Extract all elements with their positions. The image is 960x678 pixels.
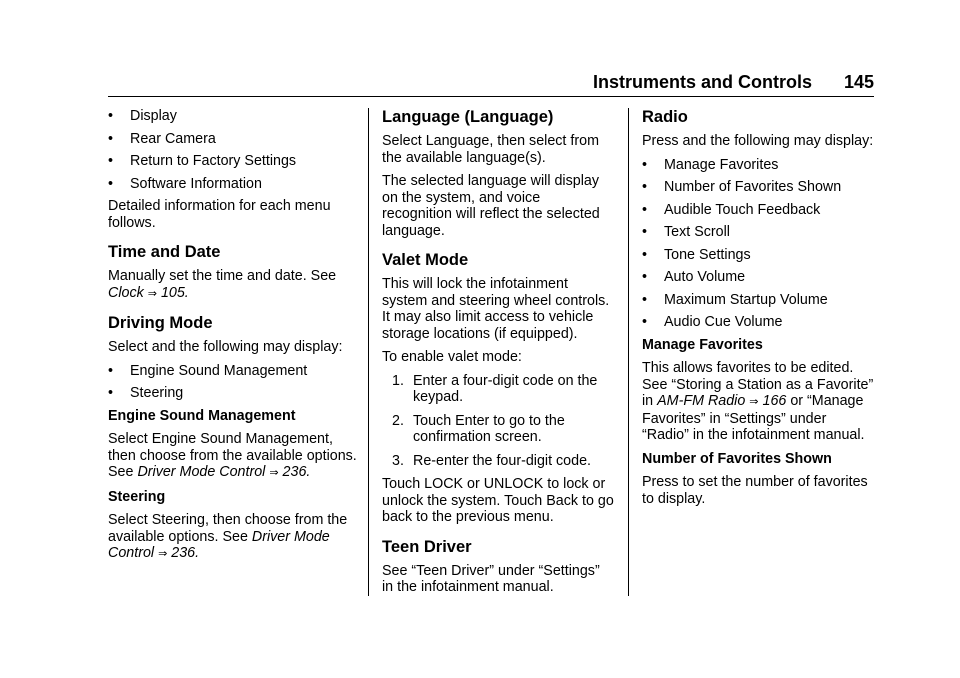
bullet-dot: • bbox=[642, 156, 648, 173]
number-of-favorites-text: Press to set the number of favorites to display. bbox=[642, 474, 868, 507]
driver-mode-control-link[interactable]: Driver Mode Control bbox=[108, 528, 330, 561]
page-ref-arrow-icon: ⇒ bbox=[749, 396, 759, 408]
bullet-dot: • bbox=[108, 130, 114, 147]
time-date-text: Manually set the time and date. See Clock ⇒ 105. bbox=[108, 268, 337, 301]
bullet-dot: • bbox=[642, 269, 648, 285]
bullet-list-top bbox=[108, 108, 358, 192]
driving-mode-intro: Select and the following may display: bbox=[108, 339, 343, 355]
subheading-engine-sound: Engine Sound Management bbox=[108, 407, 296, 424]
list-item: • Steering bbox=[108, 385, 184, 401]
list-item: • Software Information bbox=[108, 175, 262, 192]
numbered-step: 3. Re-enter the four-digit code. bbox=[392, 452, 592, 469]
numbered-step: 2. Touch Enter to go to the confirmation screen. bbox=[392, 412, 565, 445]
detail-text: Detailed information for each menu follows. bbox=[108, 198, 331, 231]
list-item: • Return to Factory Settings bbox=[108, 153, 297, 169]
subheading-manage-favorites: Manage Favorites bbox=[642, 336, 763, 353]
bullet-dot: • bbox=[108, 175, 114, 192]
subheading-steering: Steering bbox=[108, 488, 166, 505]
list-item: • Manage Favorites bbox=[642, 156, 779, 173]
heading-teen-driver: Teen Driver bbox=[382, 537, 472, 556]
heading-language: Language (Language) bbox=[382, 108, 554, 126]
list-item: • Number of Favorites Shown bbox=[642, 179, 842, 195]
manage-favorites-text: This allows favorites to be edited. See “Storing a Station as a Favorite” in AM-FM Radio ⇒ 166 or “Manage Favorites” in “Settings” under “Radio” in the infotainment manual. bbox=[642, 360, 874, 443]
column-3 bbox=[642, 108, 874, 514]
numbered-step: 1. Enter a four-digit code on the keypad. bbox=[392, 372, 598, 405]
am-fm-radio-page-link[interactable]: 166 bbox=[762, 393, 787, 409]
steering-text: Select Steering, then choose from the available options. See Driver Mode Control ⇒ 236. bbox=[108, 512, 348, 561]
bullet-dot: • bbox=[108, 108, 114, 124]
driver-mode-page-link[interactable]: 236 bbox=[282, 464, 307, 480]
section-title: Instruments and Controls bbox=[592, 72, 812, 92]
heading-time-and-date: Time and Date bbox=[108, 243, 221, 261]
bullet-dot: • bbox=[642, 314, 648, 330]
radio-intro: Press and the following may display: bbox=[642, 133, 874, 149]
engine-sound-text: Select Engine Sound Management, then choose from the available options. See Driver Mode Control ⇒ 236. bbox=[108, 431, 357, 480]
teen-driver-text: See “Teen Driver” under “Settings” in the infotainment manual. bbox=[382, 562, 600, 595]
list-item: • Text Scroll bbox=[642, 224, 730, 240]
list-item: • Maximum Startup Volume bbox=[642, 291, 828, 308]
valet-text-3: Touch LOCK or UNLOCK to lock or unlock the system. Touch Back to go back to the previous menu. bbox=[382, 476, 614, 525]
heading-driving-mode: Driving Mode bbox=[108, 314, 213, 332]
page-ref-arrow-icon: ⇒ bbox=[147, 287, 157, 300]
bullet-dot: • bbox=[642, 291, 648, 308]
bullet-dot: • bbox=[108, 153, 114, 169]
page-number: 145 bbox=[843, 72, 874, 92]
bullet-dot: • bbox=[642, 201, 648, 218]
list-item: • Rear Camera bbox=[108, 130, 216, 147]
list-item: • Audible Touch Feedback bbox=[642, 201, 821, 218]
list-item: • Display bbox=[108, 108, 177, 124]
valet-text-2: To enable valet mode: bbox=[382, 349, 522, 365]
bullet-dot: • bbox=[642, 224, 648, 240]
bullet-dot: • bbox=[642, 246, 648, 263]
clock-page-link[interactable]: 105 bbox=[160, 284, 185, 301]
page-header bbox=[108, 68, 874, 97]
page-ref-arrow-icon: ⇒ bbox=[269, 467, 279, 479]
bullet-dot: • bbox=[642, 179, 648, 195]
list-item: • Tone Settings bbox=[642, 246, 751, 263]
list-item: • Auto Volume bbox=[642, 269, 746, 285]
language-text-2: The selected language will display on the system, and voice recognition will reflect the selected language. bbox=[382, 173, 600, 239]
language-text-1: Select Language, then select from the available language(s). bbox=[382, 133, 599, 166]
driver-mode-page-link[interactable]: 236 bbox=[171, 545, 196, 561]
valet-text-1: This will lock the infotainment system and steering wheel controls. It may also limit access to vehicle storage locations (if equipped). bbox=[382, 276, 610, 342]
bullet-dot: • bbox=[108, 362, 114, 379]
heading-radio: Radio bbox=[642, 108, 688, 126]
bullet-dot: • bbox=[108, 385, 114, 401]
page-ref-arrow-icon: ⇒ bbox=[158, 548, 168, 560]
column-divider bbox=[628, 108, 629, 596]
am-fm-radio-link[interactable]: AM-FM Radio bbox=[657, 393, 746, 409]
column-1 bbox=[108, 108, 358, 570]
column-divider bbox=[368, 108, 369, 596]
list-item: • Engine Sound Management bbox=[108, 362, 308, 379]
column-2 bbox=[382, 108, 614, 603]
heading-valet-mode: Valet Mode bbox=[382, 251, 469, 269]
subheading-number-of-favorites: Number of Favorites Shown bbox=[642, 450, 832, 467]
clock-link[interactable]: Clock bbox=[108, 284, 144, 301]
list-item: • Audio Cue Volume bbox=[642, 314, 783, 330]
driver-mode-control-link[interactable]: Driver Mode Control bbox=[137, 464, 266, 480]
